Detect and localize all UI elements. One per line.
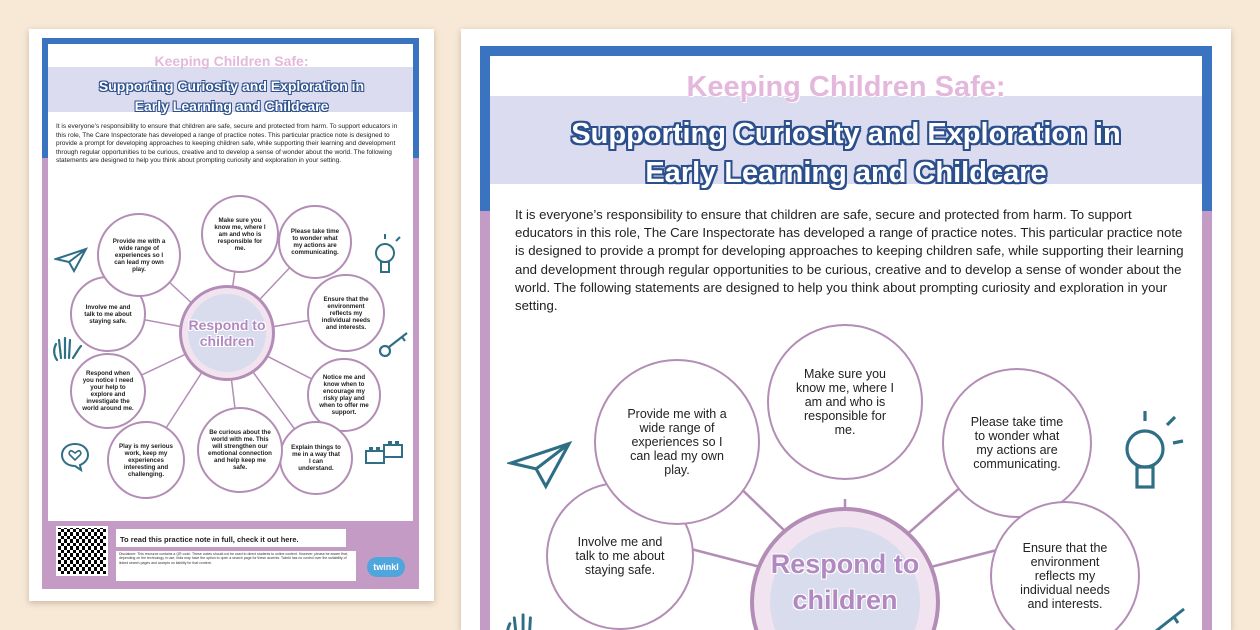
statement-explain: Explain things to me in a way that I can understand.	[279, 421, 353, 495]
intro-paragraph: It is everyone’s responsibility to ensure that children are safe, secure and protected from harm. To support educators in this role, The Care Inspectorate has developed a range of practice notes. This particular practice note is designed to provide a prompt for developing approaches to keeping children safe, while supporting their learning and development through regular opportunities to be curious, creative and to develop a sense of wonder about the world. The following statements are designed to help you think about prompting curiosity and exploration in your setting.	[515, 207, 1184, 314]
page-title-line1: Supporting Curiosity and Exploration in	[98, 78, 365, 94]
intro-paragraph: It is everyone’s responsibility to ensure that children are safe, secure and protected from harm. To support educators in this role, The Care Inspectorate has developed a range of practice notes. This particular practice note is designed to provide a prompt for developing approaches to keeping children safe, while supporting their learning and development through regular opportunities to be curious, creative and to develop a sense of wonder about the world. The following statements are designed to help you think about prompting curiosity and exploration in your setting.	[56, 123, 398, 165]
kicker-text: Keeping Children Safe:	[686, 71, 1006, 103]
kicker-text: Keeping Children Safe:	[154, 53, 309, 69]
twinkl-logo-icon	[367, 557, 405, 577]
statement-involve-me: Involve me and talk to me about staying safe.	[546, 482, 694, 630]
page-title-line2: Early Learning and Childcare	[645, 157, 1047, 189]
page-title-line1: Supporting Curiosity and Exploration in	[571, 118, 1121, 150]
center-circle	[179, 285, 275, 381]
statement-be-curious: Be curious about the world with me. This will strengthen our emotional connection and help keep me safe.	[197, 407, 283, 493]
lego-bricks-icon	[364, 439, 404, 467]
statement-involve-me: Involve me and talk to me about staying safe.	[70, 276, 146, 352]
key-icon	[1151, 603, 1191, 630]
qr-code-icon[interactable]	[56, 526, 108, 576]
document-zoomed[interactable]	[461, 29, 1231, 630]
paper-plane-icon	[507, 439, 573, 491]
center-label: Respond to children	[770, 527, 920, 630]
paper-plane-icon	[54, 247, 88, 273]
center-label: Respond to children	[188, 294, 266, 372]
lightbulb-icon	[1113, 409, 1185, 497]
footer-link-text[interactable]: To read this practice note in full, check it out here.	[120, 535, 299, 544]
hand-icon	[501, 609, 551, 630]
statement-risky-play: Notice me and know when to encourage my risky play and when to offer me support.	[307, 358, 381, 432]
statement-play-serious: Play is my serious work, keep my experiences interesting and challenging.	[107, 421, 185, 499]
statement-provide-me: Provide me with a wide range of experiences so I can lead my own play.	[97, 213, 181, 297]
footer-link-box[interactable]	[116, 529, 346, 547]
document-thumbnail[interactable]	[29, 29, 434, 601]
disclaimer-text: Disclaimer: This resource contains a QR code. These codes should not be used to direct students to online content. However, please be aware that, depending on the technology in use, links may have the option to open a search page for these accents. Twinkl has no control over the suitability of linked search pages and accepts no liability for that content.	[119, 552, 348, 565]
key-icon	[377, 329, 411, 359]
speech-heart-icon	[59, 441, 91, 473]
page-title-line2: Early Learning and Childcare	[134, 98, 329, 114]
statement-take-time: Please take time to wonder what my actions are communicating.	[278, 205, 352, 279]
statement-environment: Ensure that the environment reflects my individual needs and interests.	[990, 501, 1140, 630]
brand-text: twinkl	[373, 562, 399, 572]
disclaimer-box	[116, 551, 356, 581]
statement-environment: Ensure that the environment reflects my individual needs and interests.	[307, 274, 385, 352]
statement-respond-when: Respond when you notice I need your help to explore and investigate the world around me.	[70, 353, 146, 429]
lightbulb-icon	[369, 233, 405, 277]
statement-take-time: Please take time to wonder what my actions are communicating.	[942, 368, 1092, 518]
statement-provide-me: Provide me with a wide range of experiences so I can lead my own play.	[594, 359, 760, 525]
statement-know-me: Make sure you know me, where I am and who is responsible for me.	[767, 324, 923, 480]
hand-icon	[51, 334, 83, 364]
statement-know-me: Make sure you know me, where I am and who is responsible for me.	[201, 195, 279, 273]
